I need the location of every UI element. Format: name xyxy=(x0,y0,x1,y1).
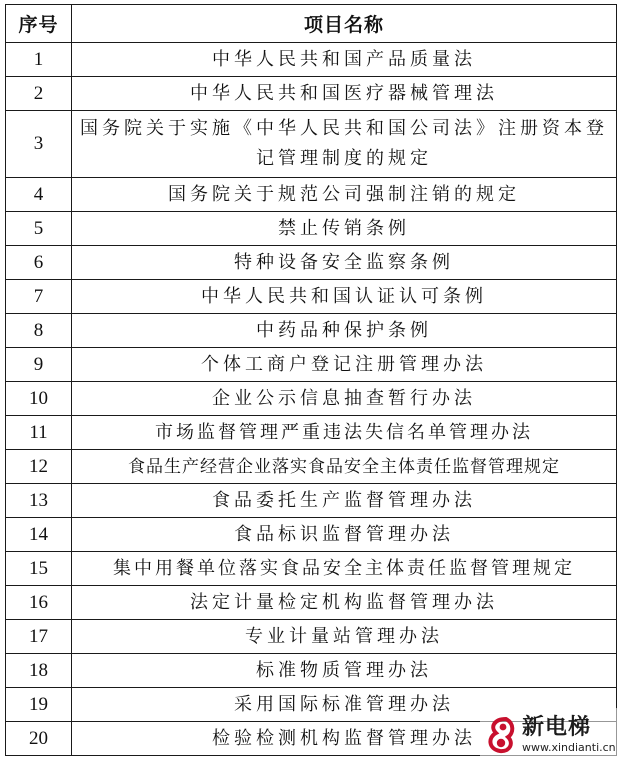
row-name: 特种设备安全监察条例 xyxy=(72,246,617,280)
law-project-table xyxy=(5,4,617,756)
row-name: 食品标识监督管理办法 xyxy=(72,518,617,552)
row-name: 个体工商户登记注册管理办法 xyxy=(72,348,617,382)
row-name: 食品委托生产监督管理办法 xyxy=(72,484,617,518)
row-name: 法定计量检定机构监督管理办法 xyxy=(72,586,617,620)
row-number: 12 xyxy=(6,450,72,484)
table-row xyxy=(6,586,617,620)
table-row xyxy=(6,620,617,654)
row-name: 检验检测机构监督管理办法 xyxy=(72,722,617,756)
header-number: 序号 xyxy=(6,5,72,43)
row-name: 国务院关于实施《中华人民共和国公司法》注册资本登记管理制度的规定 xyxy=(72,111,617,178)
row-number: 18 xyxy=(6,654,72,688)
row-name: 企业公示信息抽查暂行办法 xyxy=(72,382,617,416)
row-number: 8 xyxy=(6,314,72,348)
row-number: 5 xyxy=(6,212,72,246)
table-row xyxy=(6,416,617,450)
row-number: 10 xyxy=(6,382,72,416)
row-name: 市场监督管理严重违法失信名单管理办法 xyxy=(72,416,617,450)
row-name: 国务院关于规范公司强制注销的规定 xyxy=(72,178,617,212)
row-number: 11 xyxy=(6,416,72,450)
row-name: 中华人民共和国产品质量法 xyxy=(72,43,617,77)
row-number: 14 xyxy=(6,518,72,552)
table-row xyxy=(6,280,617,314)
watermark-url: www.xindianti.cn xyxy=(522,741,616,754)
row-number: 3 xyxy=(6,111,72,178)
row-name: 采用国际标准管理办法 xyxy=(72,688,617,722)
header-name: 项目名称 xyxy=(72,5,617,43)
table-row xyxy=(6,484,617,518)
table-row xyxy=(6,654,617,688)
row-name: 中华人民共和国医疗器械管理法 xyxy=(72,77,617,111)
row-number: 6 xyxy=(6,246,72,280)
row-number: 17 xyxy=(6,620,72,654)
row-number: 7 xyxy=(6,280,72,314)
table-row xyxy=(6,450,617,484)
table-row xyxy=(6,348,617,382)
table-row xyxy=(6,178,617,212)
row-name: 食品生产经营企业落实食品安全主体责任监督管理规定 xyxy=(72,450,617,484)
row-name: 中药品种保护条例 xyxy=(72,314,617,348)
table-row xyxy=(6,518,617,552)
row-number: 4 xyxy=(6,178,72,212)
row-number: 16 xyxy=(6,586,72,620)
row-number: 20 xyxy=(6,722,72,756)
watermark-brand: 新电梯 xyxy=(522,715,592,740)
row-number: 2 xyxy=(6,77,72,111)
table-row xyxy=(6,382,617,416)
row-number: 9 xyxy=(6,348,72,382)
table-row xyxy=(6,77,617,111)
row-number: 15 xyxy=(6,552,72,586)
table-row xyxy=(6,552,617,586)
table-row xyxy=(6,246,617,280)
table-row xyxy=(6,314,617,348)
row-number: 13 xyxy=(6,484,72,518)
row-name: 集中用餐单位落实食品安全主体责任监督管理规定 xyxy=(72,552,617,586)
elevator-logo-icon xyxy=(484,715,518,755)
row-name: 中华人民共和国认证认可条例 xyxy=(72,280,617,314)
table-header-row xyxy=(6,5,617,43)
row-name: 禁止传销条例 xyxy=(72,212,617,246)
row-name: 标准物质管理办法 xyxy=(72,654,617,688)
site-watermark xyxy=(480,708,620,762)
table-row xyxy=(6,43,617,77)
row-name: 专业计量站管理办法 xyxy=(72,620,617,654)
row-number: 19 xyxy=(6,688,72,722)
table-row xyxy=(6,111,617,178)
row-number: 1 xyxy=(6,43,72,77)
table-row xyxy=(6,212,617,246)
